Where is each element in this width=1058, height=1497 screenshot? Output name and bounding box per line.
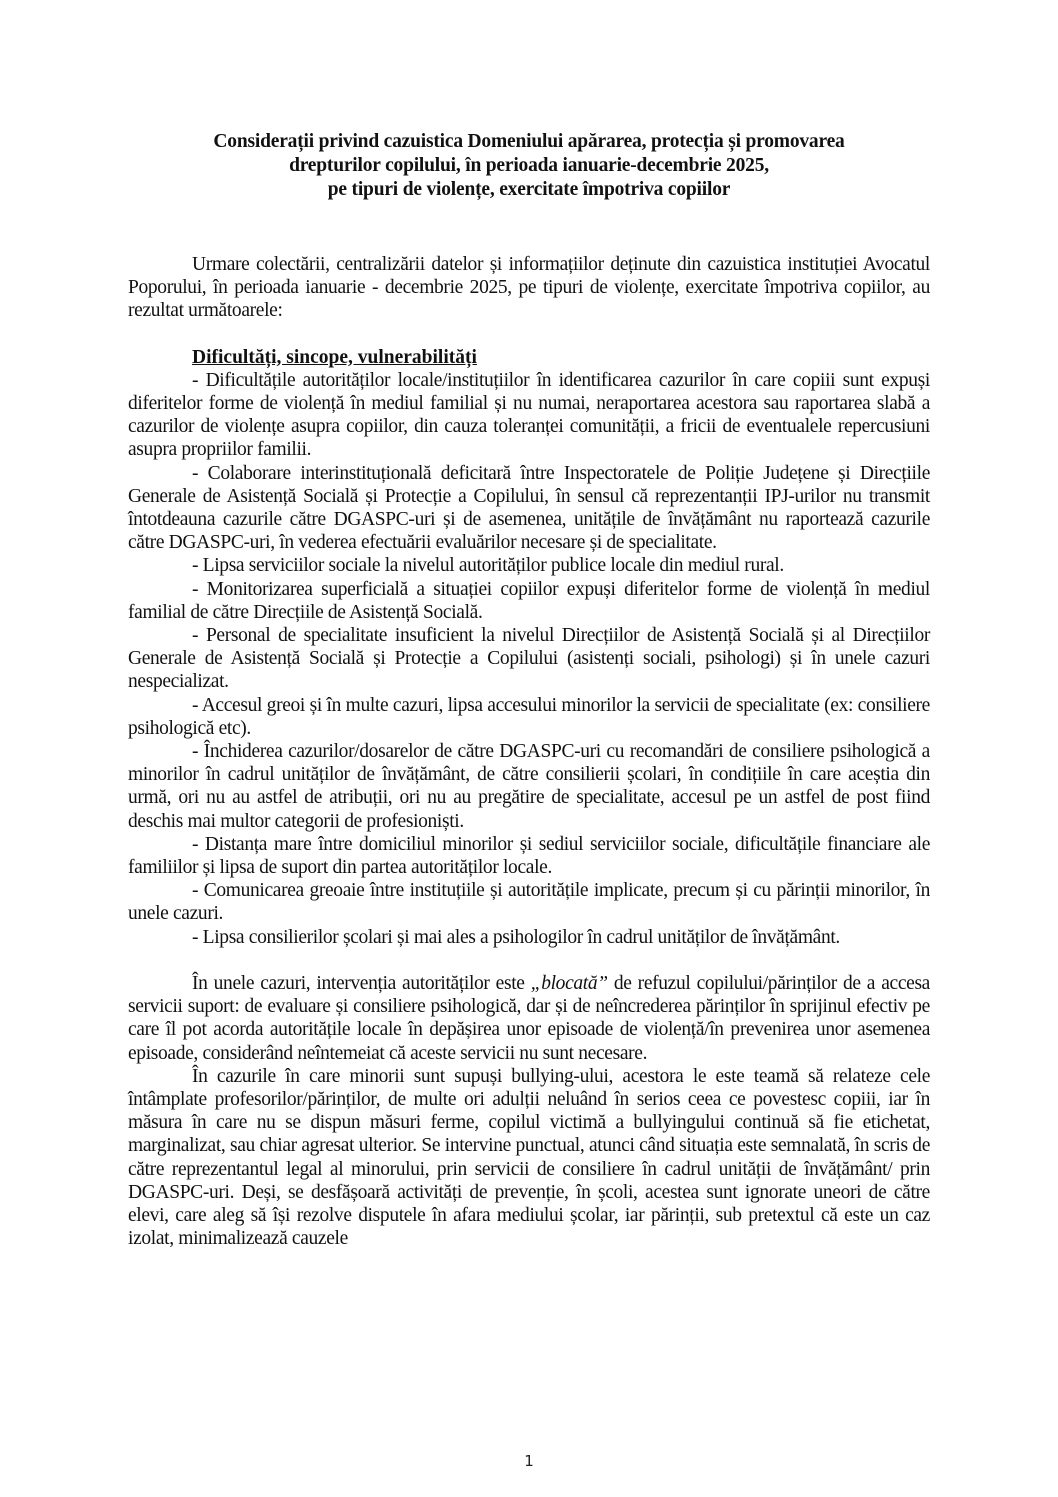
paragraph-text: În unele cazuri, intervenția autorităților este [192,972,531,994]
paragraph-text: de refuzul copilului/părinților de a accesa servicii suport: de evaluare și consiliere psihologică, dar și de neîncrederea părinților în sprijinul efectiv pe care îl pot acorda autoritățile locale în depășirea unor episoade de violență/în prevenirea unor asemenea episoade, considerând neîntemeiat că aceste servicii nu sunt necesare. [128,972,930,1064]
blocked-intervention-paragraph [128,972,930,1065]
list-item: - Lipsa serviciilor sociale la nivelul autorităților publice locale din mediul rural. [192,555,784,577]
page-number: 1 [524,1452,534,1470]
list-item: - Accesul greoi și în multe cazuri, lipsa accesului minorilor la servicii de specialitate (ex: consiliere psihologică etc). [128,694,930,739]
list-item: - Comunicarea greoaie între instituțiile și autoritățile implicate, precum și cu părinții minorilor, în unele cazuri. [128,880,930,925]
section-heading: Dificultăți, sincope, vulnerabilități [192,346,477,368]
document-page [128,130,930,1250]
title-line: Considerații privind cazuistica Domeniului apărarea, protecția și promovarea [213,131,845,152]
list-item: - Distanța mare între domiciliul minorilor și sediul serviciilor sociale, dificultățile financiare ale familiilor și lipsa de suport din partea autorităților locale. [128,833,930,879]
intro-paragraph: Urmare colectării, centralizării datelor și informațiilor deținute din cazuistica instituției Avocatul Poporului, în perioada ianuarie - decembrie 2025, pe tipuri de violențe, exercitate împotriva copiilor, au rezultat următoarele: [128,254,930,322]
list-item: - Personal de specialitate insuficient la nivelul Direcțiilor de Asistență Socială și al Direcțiilor Generale de Asistență Socială și Protecție a Copilului (asistenți sociali, psihologi) și în unele cazuri nespecializat. [128,625,930,693]
emphasis-text: „blocată” [530,972,608,994]
title-line: pe tipuri de violențe, exercitate împotriva copiilor [327,179,731,200]
list-item: - Dificultățile autorităților locale/instituțiilor în identificarea cazurilor în care copiii sunt expuși diferitelor forme de violență în mediul familial și nu numai, neraportarea acestora sau raportarea slabă a cazurilor de violențe asupra copiilor, din cauza toleranței comunității, a fricii de eventualele repercusiuni asupra propriilor familii. [128,369,930,461]
list-item: - Monitorizarea superficială a situației copiilor expuși diferitelor forme de violență în mediul familial de către Direcțiile de Asistență Socială. [128,578,930,623]
document-title [128,130,930,202]
list-item: - Închiderea cazurilor/dosarelor de către DGASPC-uri cu recomandări de consiliere psihologică a minorilor în cadrul unităților de învățământ, de către consilierii școlari, în condițiile în care aceștia din urmă, ori nu au astfel de atribuții, ori nu au pregătire de specialitate, accesul pe un astfel de post fiind deschis mai multor categorii de profesioniști. [128,741,930,832]
title-line: drepturilor copilului, în perioada ianuarie-decembrie 2025, [289,155,769,176]
list-item: - Colaborare interinstituțională deficitară între Inspectoratele de Poliție Județene și Direcțiile Generale de Asistență Socială și Protecție a Copilului, în sensul că reprezentanții IPJ-urilor nu transmit întotdeauna cazurile către DGASPC-uri și de asemenea, unitățile de învățământ nu raportează cazurile către DGASPC-uri, în vederea efectuării evaluărilor necesare și de specialitate. [128,462,930,554]
bullying-paragraph: În cazurile în care minorii sunt supuși bullying-ului, acestora le este teamă să relateze cele întâmplate profesorilor/părinților, de multe ori adulții neluând în serios ceea ce povestesc copiii, iar în măsura în care nu se dispun măsuri ferme, copilul victimă a bullyingului continuă să fie etichetat, marginalizat, sau chiar agresat ulterior. Se intervine punctual, atunci când situația este semnalată, în scris de către reprezentantul legal al minorului, prin servicii de consiliere în cadrul unității de învățământ/ prin DGASPC-uri. Deși, se desfășoară activități de prevenție, în școli, acestea sunt ignorate uneori de către elevi, care aleg să își rezolve disputele în afara mediului școlar, iar părinții, sub pretextul că este un caz izolat, minimalizează cauzele [128,1065,930,1250]
list-item: - Lipsa consilierilor școlari și mai ales a psihologilor în cadrul unităților de învățământ. [192,926,840,948]
